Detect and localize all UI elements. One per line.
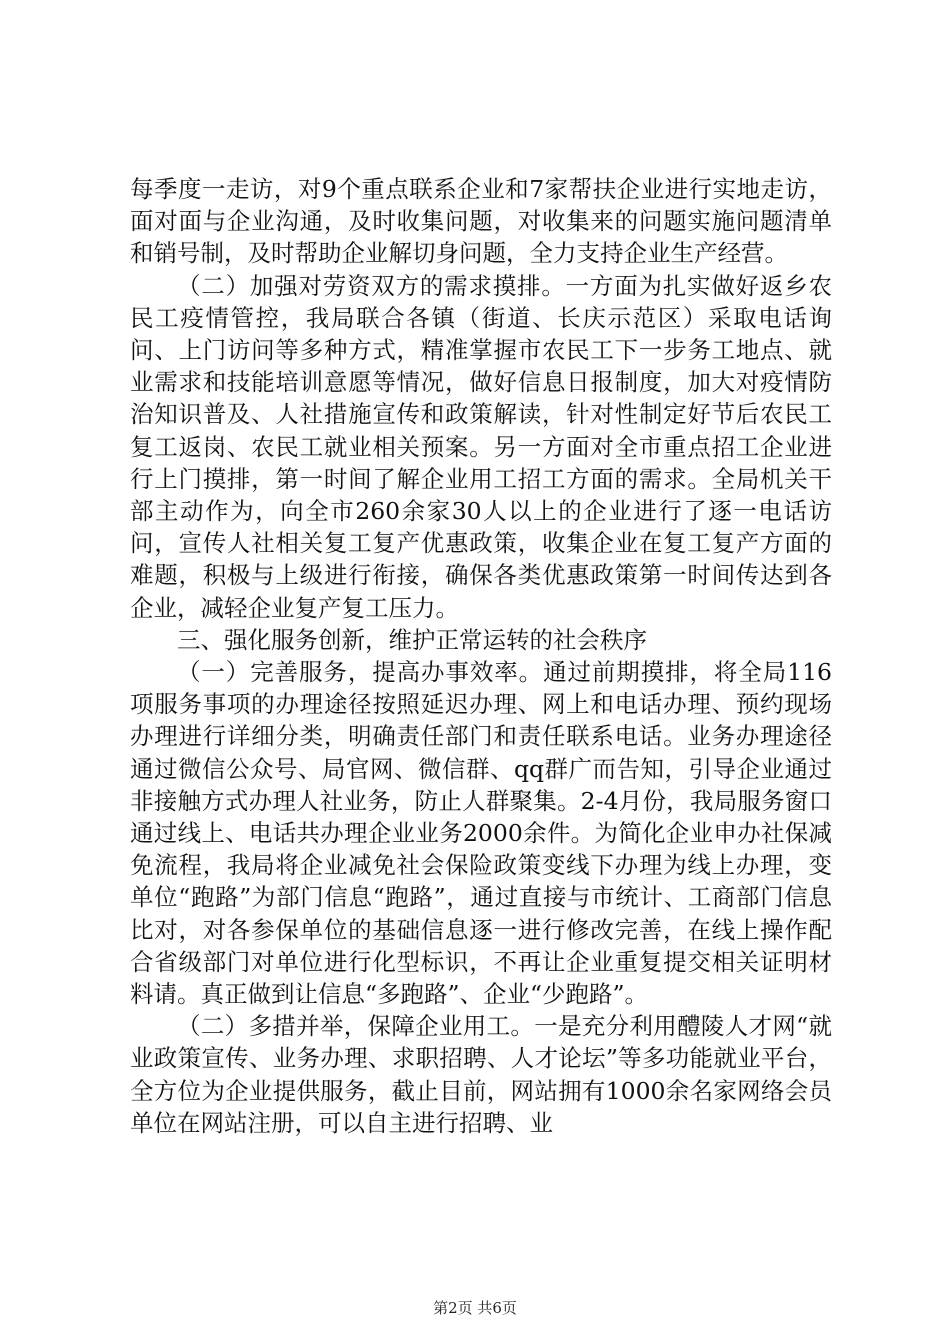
page-footer: 第2页 共6页 [433, 1299, 517, 1317]
paragraph-2: （二）加强对劳资双方的需求摸排。一方面为扎实做好返乡农民工疫情管控，我局联合各镇（街道、长庆示范区）采取电话询问、上门访问等多种方式，精准掌握市农民工下一步务工地点、就业需求和技能培训意愿等情况，做好信息日报制度，加大对疫情防治知识普及、人社措施宣传和政策解读，针对性制定好节后农民工复工返岗、农民工就业相关预案。另一方面对全市重点招工企业进行上门摸排，第一时间了解企业用工招工方面的需求。全局机关干部主动作为，向全市260余家30人以上的企业进行了逐一电话访问，宣传人社相关复工复产优惠政策，收集企业在复工复产方面的难题，积极与上级进行衔接，确保各类优惠政策第一时间传达到各企业，减轻企业复产复工压力。 [130, 271, 832, 622]
paragraph-1: 每季度一走访，对9个重点联系企业和7家帮扶企业进行实地走访，面对面与企业沟通，及时收集问题，对收集来的问题实施问题清单和销号制，及时帮助企业解切身问题，全力支持企业生产经营。 [130, 175, 832, 268]
paragraph-4: （二）多措并举，保障企业用工。一是充分利用醴陵人才网“就业政策宣传、业务办理、求职招聘、人才论坛”等多功能就业平台，全方位为企业提供服务，截止目前，网站拥有1000余名家网络会员单位在网站注册，可以自主进行招聘、业 [130, 1012, 832, 1137]
paragraph-3: （一）完善服务，提高办事效率。通过前期摸排，将全局116项服务事项的办理途径按照延迟办理、网上和电话办理、预约现场办理进行详细分类，明确责任部门和责任联系电话。业务办理途径通过微信公众号、局官网、微信群、qq群广而告知，引导企业通过非接触方式办理人社业务，防止人群聚集。2-4月份，我局服务窗口通过线上、电话共办理企业业务2000余件。为简化企业申办社保减免流程，我局将企业减免社会保险政策变线下办理为线上办理，变单位“跑路”为部门信息“跑路”，通过直接与市统计、工商部门信息比对，对各参保单位的基础信息逐一进行修改完善，在线上操作配合省级部门对单位进行化型标识，不再让企业重复提交相关证明材料请。真正做到让信息“多跑路”、企业“少跑路”。 [130, 658, 832, 1009]
section-heading: 三、强化服务创新，维护正常运转的社会秩序 [177, 625, 647, 654]
document-body [130, 173, 832, 1139]
